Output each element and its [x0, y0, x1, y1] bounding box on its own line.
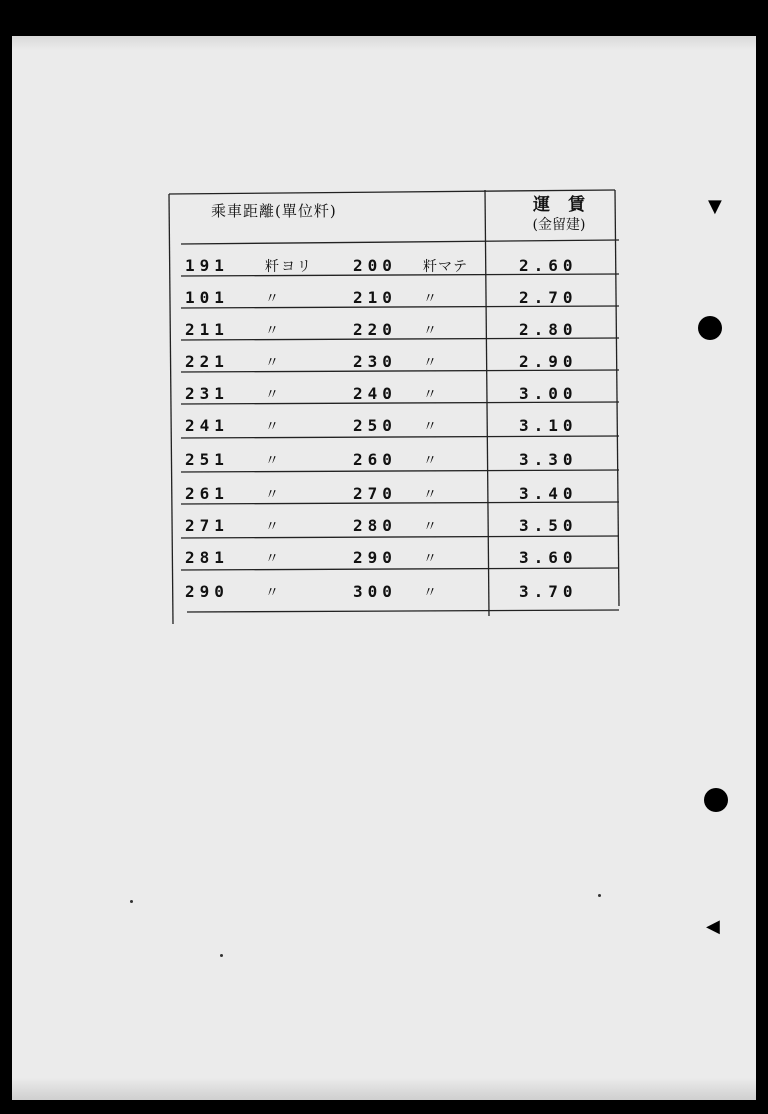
- cell-to: 300: [353, 582, 397, 601]
- cell-to: 270: [353, 484, 397, 503]
- cell-unit-from: 〃: [265, 419, 281, 435]
- cell-unit-from: 〃: [265, 323, 281, 339]
- cell-unit-from: 〃: [265, 387, 281, 403]
- cell-from: 221: [185, 352, 229, 371]
- table-row: [167, 410, 623, 440]
- cell-from: 231: [185, 384, 229, 403]
- staple-mark-icon: ◀: [706, 916, 720, 937]
- cell-to: 290: [353, 548, 397, 567]
- cell-to: 230: [353, 352, 397, 371]
- cell-unit-to: 〃: [423, 291, 438, 307]
- cell-unit-from: 〃: [265, 519, 281, 535]
- binding-hole: [698, 316, 722, 340]
- fare-table: [167, 186, 623, 624]
- cell-fare: 2.60: [519, 256, 578, 275]
- header-fare-unit: (金留建): [532, 217, 586, 233]
- cell-from: 271: [185, 516, 229, 535]
- header-distance: 乘車距離(單位粁): [211, 202, 337, 220]
- cell-unit-to: 〃: [423, 419, 438, 435]
- cell-unit-to: 〃: [423, 323, 438, 339]
- table-row: [167, 542, 623, 572]
- cell-from: 281: [185, 548, 229, 567]
- table-row: [167, 510, 623, 540]
- table-row: [167, 478, 623, 508]
- cell-to: 260: [353, 450, 397, 469]
- cell-fare: 3.60: [519, 548, 578, 567]
- cell-unit-to: 〃: [423, 453, 438, 469]
- cell-unit-to: 〃: [423, 487, 438, 503]
- cell-fare: 2.70: [519, 288, 578, 307]
- cell-unit-from: 〃: [265, 585, 281, 601]
- cell-fare: 2.90: [519, 352, 578, 371]
- header-fare: 運 賃: [533, 195, 591, 215]
- table-row: [167, 282, 623, 312]
- cell-fare: 3.30: [519, 450, 578, 469]
- cell-unit-from: 〃: [265, 487, 281, 503]
- cell-to: 250: [353, 416, 397, 435]
- cell-unit-to: 〃: [423, 585, 438, 601]
- cell-fare: 3.10: [519, 416, 578, 435]
- cell-unit-to: 〃: [423, 387, 438, 403]
- cell-from: 191: [185, 256, 229, 275]
- cell-fare: 3.50: [519, 516, 578, 535]
- cell-unit-from: 〃: [265, 453, 281, 469]
- cell-unit-from: 〃: [265, 355, 281, 371]
- cell-from: 290: [185, 582, 229, 601]
- cell-from: 211: [185, 320, 229, 339]
- cell-from: 261: [185, 484, 229, 503]
- cell-fare: 3.40: [519, 484, 578, 503]
- cell-unit-from: 粁ヨリ: [265, 259, 313, 275]
- cell-from: 251: [185, 450, 229, 469]
- cell-fare: 3.70: [519, 582, 578, 601]
- cell-unit-to: 〃: [423, 519, 438, 535]
- table-row: [167, 378, 623, 408]
- cell-fare: 3.00: [519, 384, 578, 403]
- cell-from: 241: [185, 416, 229, 435]
- paper-speck: [130, 900, 133, 903]
- table-row: [167, 576, 623, 606]
- table-row: [167, 346, 623, 376]
- cell-unit-to: 〃: [423, 551, 438, 567]
- cell-fare: 2.80: [519, 320, 578, 339]
- cell-to: 240: [353, 384, 397, 403]
- cell-to: 200: [353, 256, 397, 275]
- cell-from: 101: [185, 288, 229, 307]
- table-row: [167, 444, 623, 474]
- cell-to: 220: [353, 320, 397, 339]
- cell-unit-to: 〃: [423, 355, 438, 371]
- cell-to: 280: [353, 516, 397, 535]
- document-page: [12, 36, 756, 1100]
- cell-unit-from: 〃: [265, 291, 281, 307]
- cell-to: 210: [353, 288, 397, 307]
- cell-unit-to: 粁マテ: [423, 259, 468, 275]
- staple-mark-icon: ▼: [708, 196, 722, 217]
- cell-unit-from: 〃: [265, 551, 281, 567]
- binding-hole: [704, 788, 728, 812]
- table-row: [167, 314, 623, 344]
- paper-speck: [598, 894, 601, 897]
- paper-speck: [220, 954, 223, 957]
- table-row: [167, 250, 623, 280]
